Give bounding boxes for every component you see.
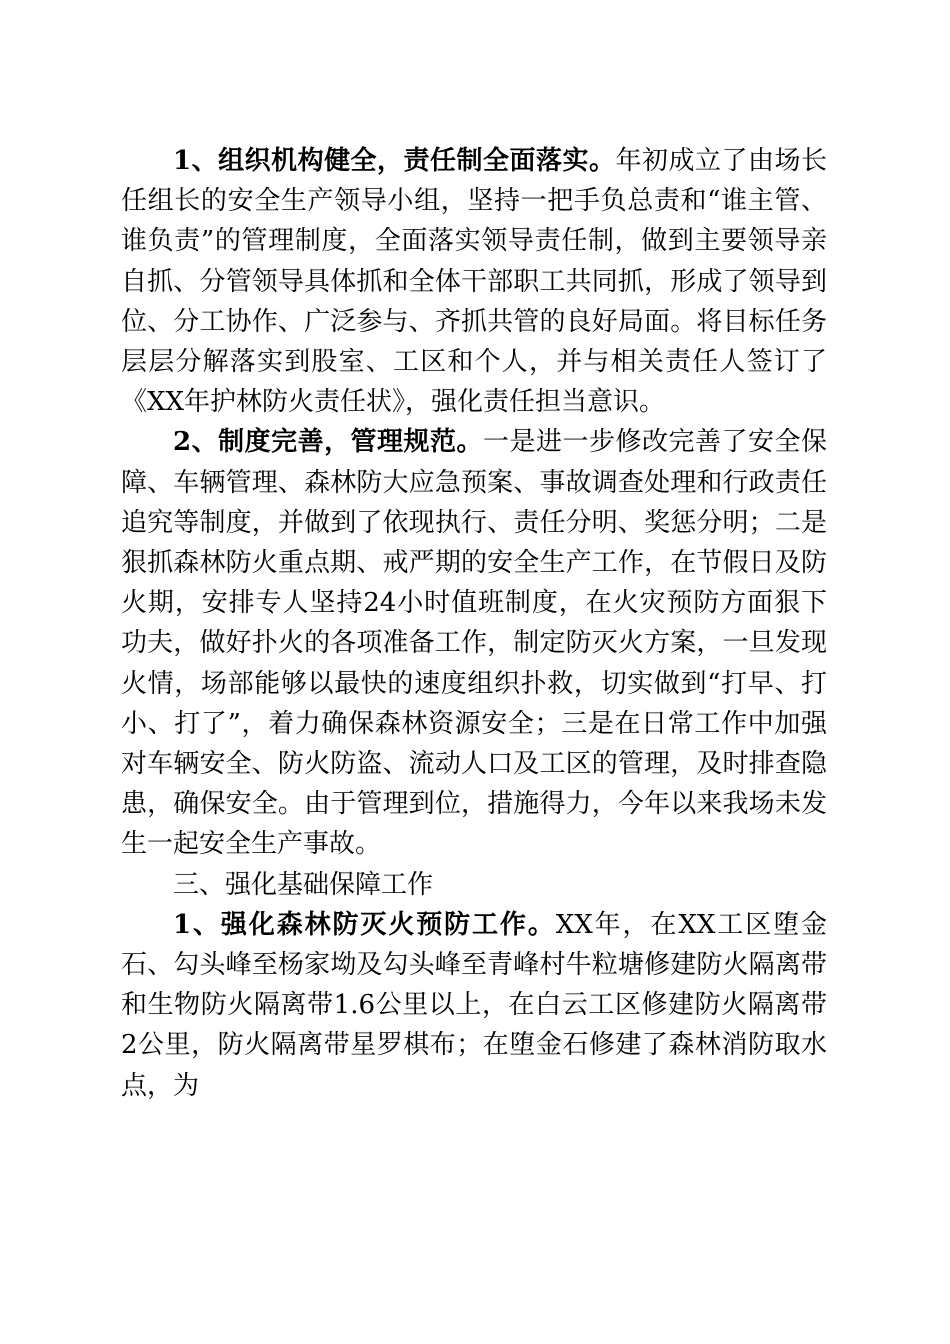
- paragraph-text: XX年，在XX工区堕金石、勾头峰至杨家坳及勾头峰至青峰村牛粒塘修建防火隔离带和生物防火隔离带1.6公里以上，在白云工区修建防火隔离带2公里，防火隔离带星罗棋布；在堕金石修建了森林消防取水点，为: [121, 909, 827, 1101]
- document-body: [121, 141, 827, 1106]
- paragraph-text: 一是进一步修改完善了安全保障、车辆管理、森林防大应急预案、事故调查处理和行政责任追究等制度，并做到了依现执行、责任分明、奖惩分明；二是狠抓森林防火重点期、戒严期的安全生产工作，在节假日及防火期，安排专人坚持24小时值班制度，在火灾预防方面狠下功夫，做好扑火的各项准备工作，制定防灭火方案，一旦发现火情，场部能够以最快的速度组织扑救，切实做到“打早、打小、打了”，着力确保森林资源安全；三是在日常工作中加强对车辆安全、防火防盗、流动人口及工区的管理，及时排查隐患，确保安全。由于管理到位，措施得力，今年以来我场未发生一起安全生产事故。: [121, 427, 827, 860]
- paragraph-fire-prevention: [121, 905, 827, 1106]
- paragraph-organization: [121, 141, 827, 422]
- paragraph-system: [121, 422, 827, 864]
- paragraph-lead: 1、强化森林防灭火预防工作。: [173, 909, 556, 940]
- section-heading: 三、强化基础保障工作: [173, 869, 434, 900]
- paragraph-lead: 2、制度完善，管理规范。: [173, 427, 484, 458]
- paragraph-text: 年初成立了由场长任组长的安全生产领导小组，坚持一把手负总责和“谁主管、谁负责”的管理制度，全面落实领导责任制，做到主要领导亲自抓、分管领导具体抓和全体干部职工共同抓，形成了领导到位、分工协作、广泛参与、齐抓共管的良好局面。将目标任务层层分解落实到股室、工区和个人，并与相关责任人签订了《XX年护林防火责任状》，强化责任担当意识。: [121, 146, 827, 418]
- paragraph-lead: 1、组织机构健全，责任制全面落实。: [173, 146, 616, 176]
